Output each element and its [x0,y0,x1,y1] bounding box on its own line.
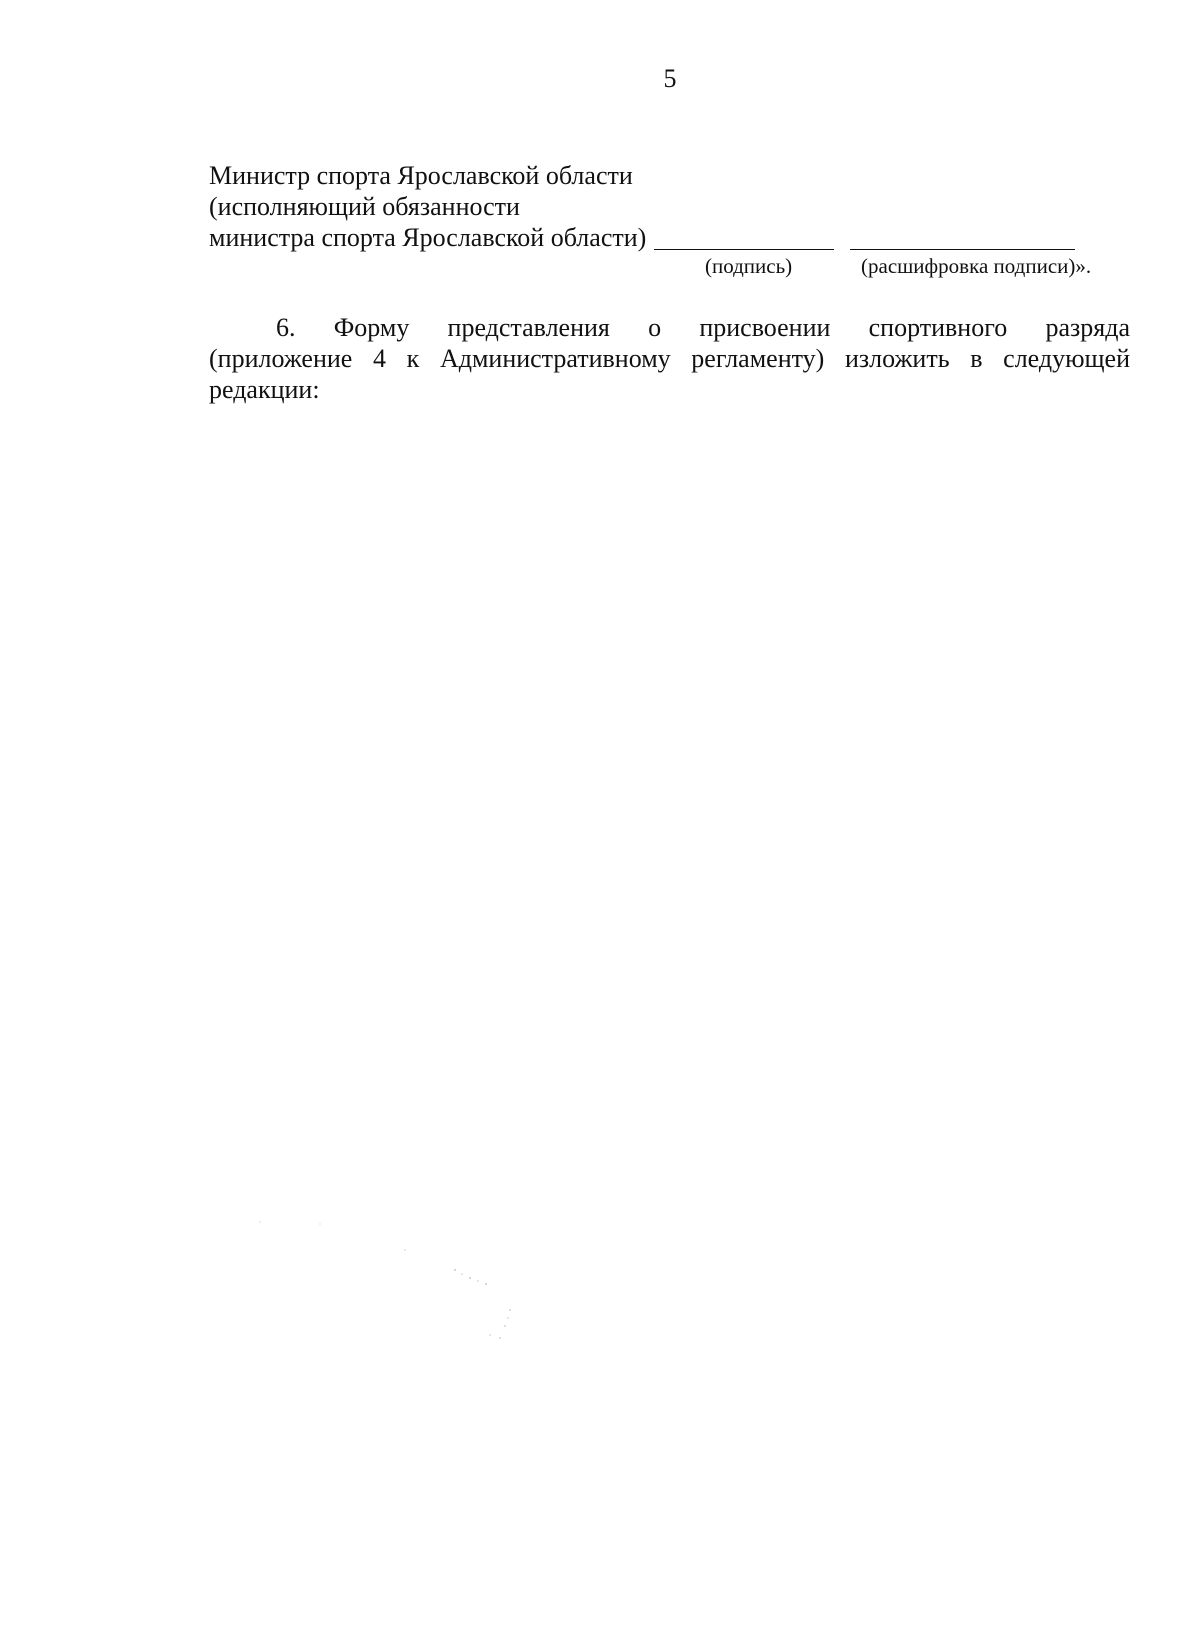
paragraph-line-2: (приложение 4 к Административному регламенту) изложить в следующей [209,344,1130,373]
signature-decode-blank-line [850,225,1075,250]
signatory-title-line-3: министра спорта Ярославской области) [209,223,647,252]
paragraph-line-1: 6. Форму представления о присвоении спортивного разряда [276,313,1130,342]
page-number: 5 [663,64,677,93]
signature-row [209,222,1139,253]
signatory-title-line-1: Министр спорта Ярославской области [209,161,633,190]
signature-block [209,160,1139,281]
signatory-title-line-2: (исполняющий обязанности [209,192,520,221]
signature-captions [209,253,1139,281]
signature-decode-caption: (расшифровка подписи)». [861,254,1092,278]
amendment-paragraph [209,312,1130,405]
signature-caption: (подпись) [705,254,793,278]
paragraph-line-3: редакции: [209,375,320,404]
signature-blank-line [654,225,834,250]
